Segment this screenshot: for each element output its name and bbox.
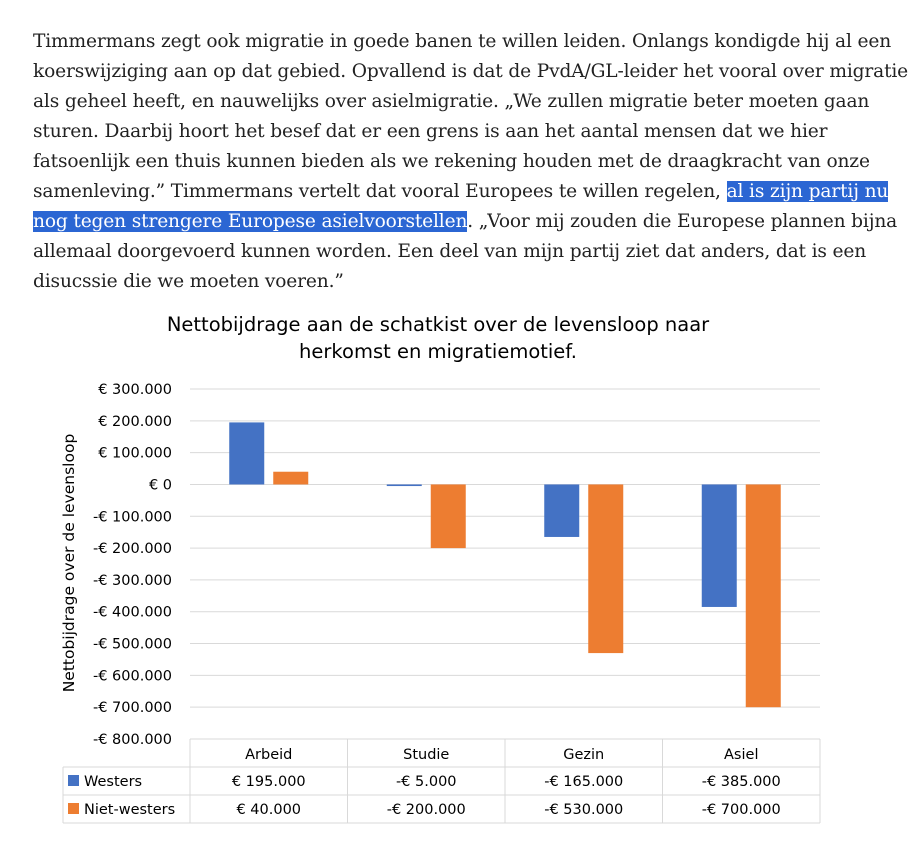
highlighted-text-selection[interactable]: al is zijn partij nu nog tegen strengere Europese asielvoorstellen: [33, 181, 889, 232]
y-tick-label: -€ 600.000: [92, 668, 172, 685]
table-cell: -€ 200.000: [386, 802, 466, 818]
bar-niet-westers-asiel: [746, 484, 781, 707]
legend-swatch-westers: [68, 775, 79, 786]
bar-westers-studie: [387, 484, 422, 486]
y-axis-label: Nettobijdrage over de levensloop: [60, 433, 78, 693]
y-tick-label: € 0: [148, 477, 172, 494]
table-cell: € 195.000: [231, 774, 306, 790]
article-text: Timmermans zegt ook migratie in goede banen te willen leiden. Onlangs kondigde hij al een koerswijziging aan op dat gebied. Opvallend is dat de PvdA/GL-leider het vooral over migratie als geheel heeft, en nauwelijks over asielmigratie. „We zullen migratie beter moeten gaan sturen. Daarbij hoort het besef dat er een grens is aan het aantal mensen dat we hier fatsoenlijk een thuis kunnen bieden als we rekening houden met de draagkracht van onze samenleving.” Timmermans vertelt dat vooral Europees te willen regelen,: [33, 31, 909, 202]
category-label: Asiel: [724, 747, 759, 763]
legend-label: Westers: [84, 774, 143, 790]
bar-niet-westers-gezin: [588, 484, 623, 653]
bar-niet-westers-studie: [431, 484, 466, 548]
bar-westers-arbeid: [229, 422, 264, 484]
table-cell: -€ 165.000: [544, 774, 624, 790]
table-cell: -€ 5.000: [395, 774, 457, 790]
bar-westers-gezin: [544, 484, 579, 537]
y-tick-label: -€ 400.000: [92, 604, 172, 621]
category-label: Gezin: [563, 747, 605, 763]
bar-westers-asiel: [702, 484, 737, 607]
y-tick-label: -€ 300.000: [92, 572, 172, 589]
table-cell: -€ 700.000: [701, 802, 781, 818]
y-tick-label: -€ 700.000: [92, 700, 172, 717]
chart-title: Nettobijdrage aan de schatkist over de levensloop naar herkomst en migratiemotief.: [166, 313, 710, 363]
y-tick-label: € 200.000: [98, 413, 172, 430]
table-cell: -€ 530.000: [544, 802, 624, 818]
legend-label: Niet-westers: [84, 802, 176, 818]
y-tick-label: -€ 200.000: [92, 541, 172, 558]
y-tick-label: -€ 500.000: [92, 636, 172, 653]
bar-niet-westers-arbeid: [273, 472, 308, 485]
category-label: Arbeid: [245, 747, 293, 763]
table-cell: -€ 385.000: [701, 774, 781, 790]
y-tick-label: -€ 100.000: [92, 509, 172, 526]
category-label: Studie: [403, 747, 450, 763]
article-text-end: . „Voor mij zouden die Europese plannen bijna allemaal doorgevoerd kunnen worden. Een deel van mijn partij ziet dat anders, dat is een disucssie die we moeten voeren.”: [33, 211, 898, 292]
table-cell: € 40.000: [236, 802, 302, 818]
y-tick-label: -€ 800.000: [92, 732, 172, 748]
y-tick-label: € 100.000: [98, 445, 172, 462]
legend-swatch-niet-westers: [68, 803, 79, 814]
y-tick-label: € 300.000: [98, 382, 172, 398]
